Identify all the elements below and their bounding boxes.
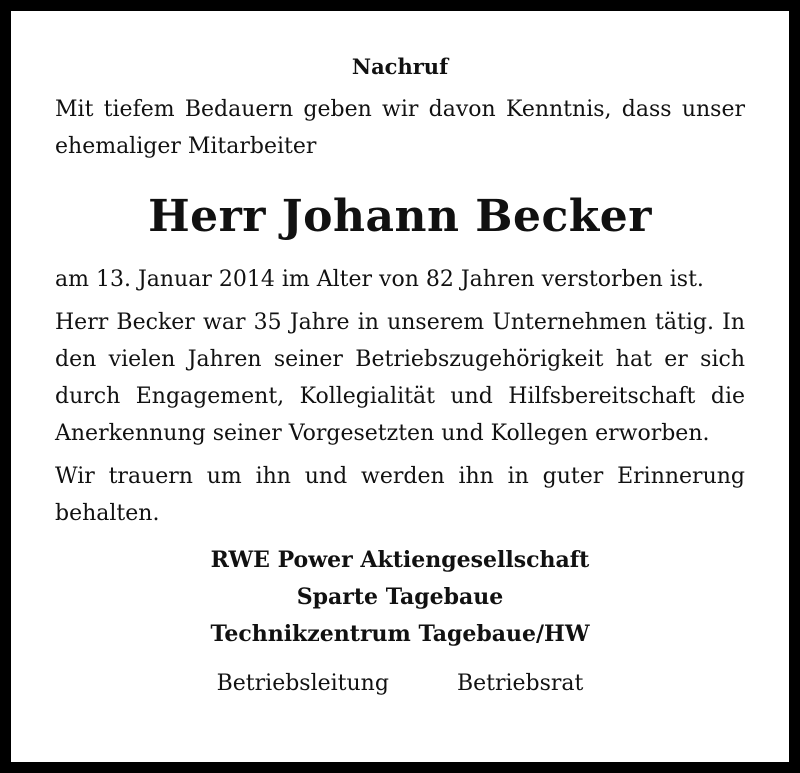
obituary-content [55, 51, 745, 702]
signer-works-council: Betriebsrat [456, 671, 584, 696]
death-paragraph: am 13. Januar 2014 im Alter von 82 Jahren verstorben ist. [55, 267, 704, 292]
intro-paragraph: Mit tiefem Bedauern geben wir davon Kenntnis, dass unser ehemaliger Mitarbeiter [55, 97, 745, 159]
signers-row [55, 665, 745, 702]
obituary-heading: Nachruf [351, 54, 449, 79]
organization-division: Sparte Tagebaue [296, 584, 504, 610]
deceased-name: Herr Johann Becker [148, 191, 652, 242]
signer-management: Betriebsleitung [216, 671, 389, 696]
mourning-paragraph: Wir trauern um ihn und werden ihn in guter Erinnerung behalten. [55, 464, 745, 526]
organization-name: RWE Power Aktiengesellschaft [210, 547, 590, 573]
organization-unit: Technikzentrum Tagebaue/HW [210, 621, 590, 647]
career-paragraph: Herr Becker war 35 Jahre in unserem Unternehmen tätig. In den vielen Jahren seiner Betriebszugehörigkeit hat er sich durch Engagement, Kollegialität und Hilfsbereitschaft die Anerkennung seiner Vorgesetzten und Kollegen erworben. [55, 310, 745, 446]
organization-block [55, 542, 745, 653]
